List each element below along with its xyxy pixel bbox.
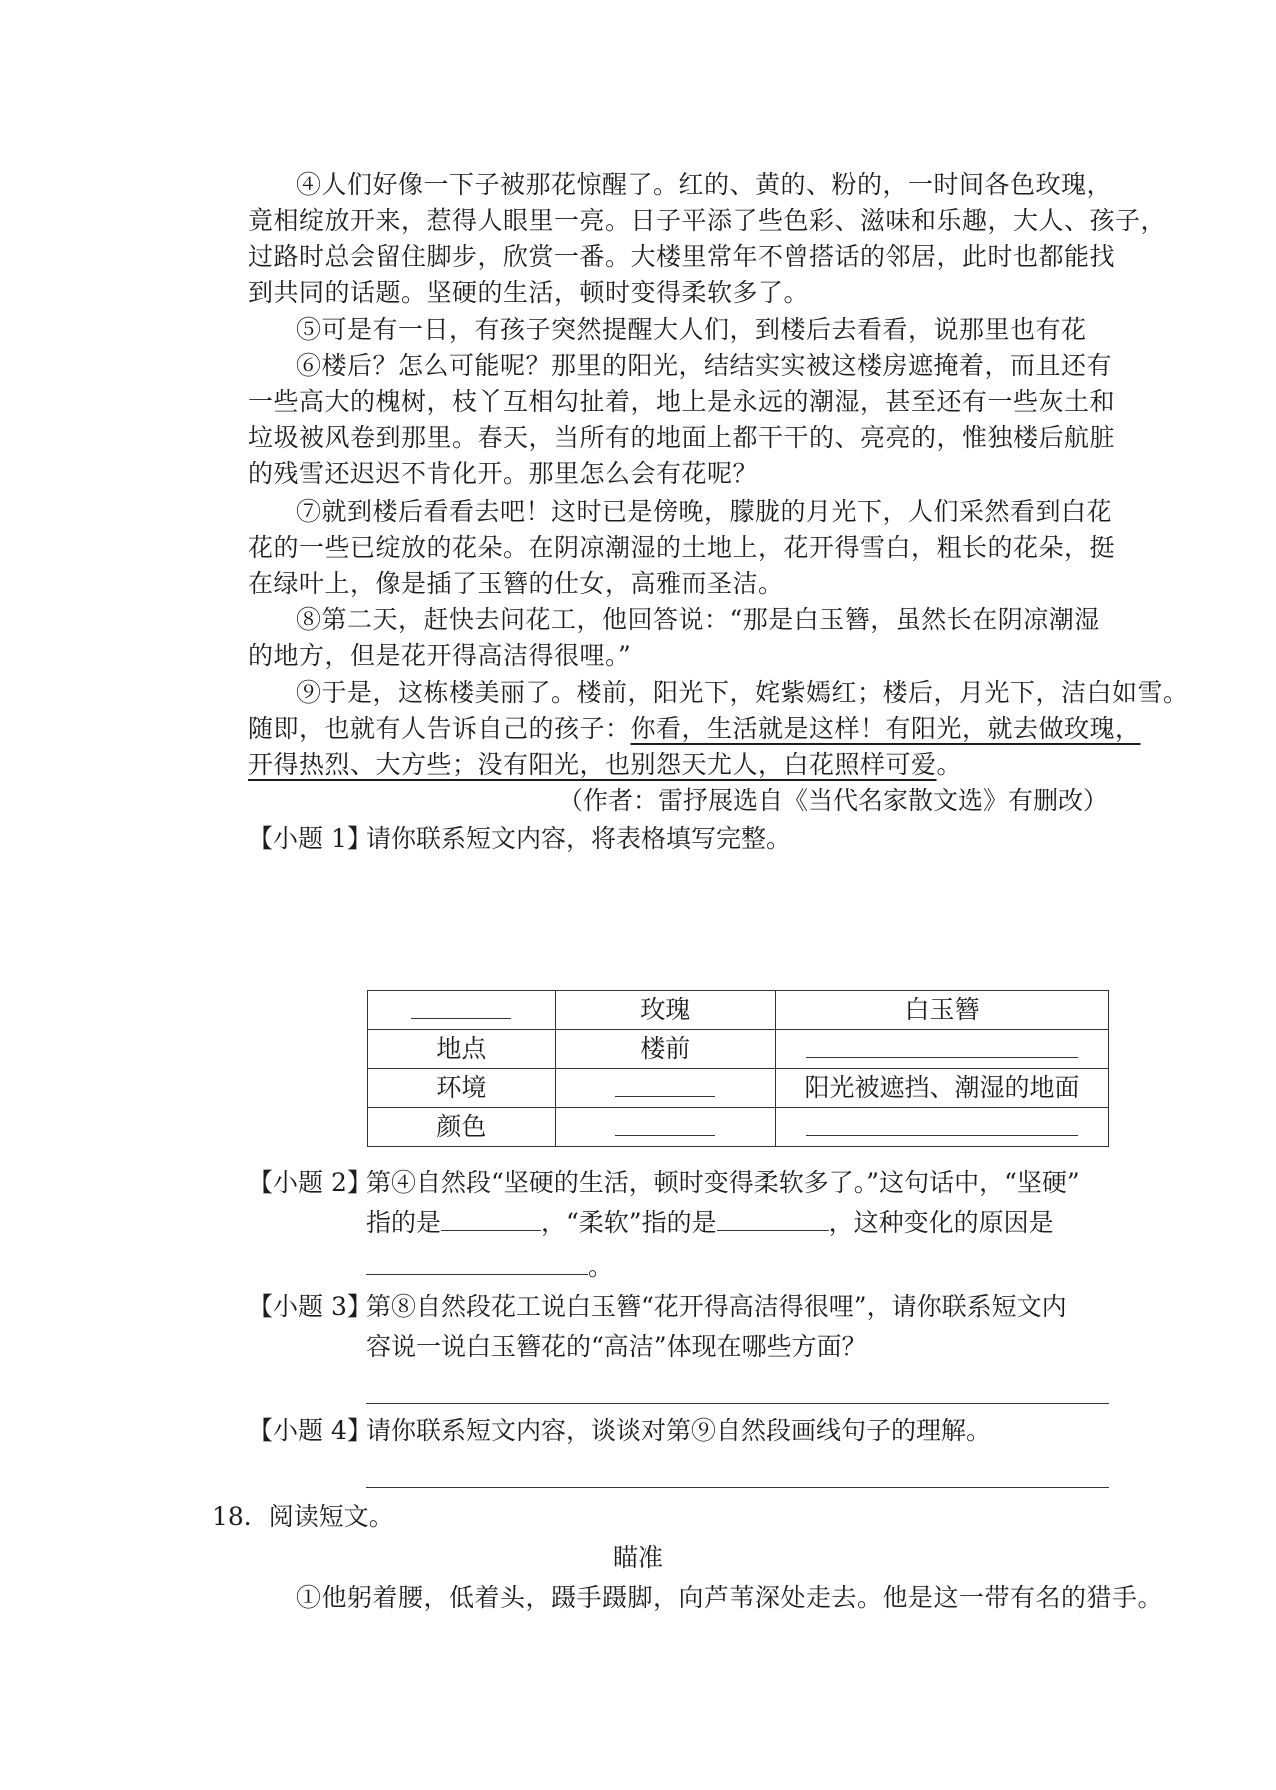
q2-line-2 [366,1206,1054,1240]
p7-line-3: 在绿叶上，像是插了玉簪的仕女，高雅而圣洁。 [248,569,784,598]
table-header-blank[interactable] [368,991,556,1030]
q2-line-2c: ，这种变化的原因是 [828,1208,1054,1237]
rose-color-blank[interactable] [555,1108,775,1147]
rose-location: 楼前 [555,1030,775,1069]
row-label-environment: 环境 [368,1069,556,1108]
p4-line-3: 过路时总会留住脚步，欣赏一番。大楼里常年不曾搭话的邻居，此时也都能找 [248,242,1116,271]
q1-label: 【小题 1】 [248,824,372,853]
blank-line [806,1113,1078,1136]
q18-passage-title: 瞄准 [612,1543,663,1572]
blank-line [806,1035,1078,1058]
p9-line-3 [248,748,1108,782]
q2-line-2b: ，“柔软”指的是 [541,1208,717,1237]
q2-line-1: 第④自然段“坚硬的生活，顿时变得柔软多了。”这句话中，“坚硬” [366,1168,1080,1197]
table-header-rose: 玫瑰 [555,991,775,1030]
q1-fill-table [367,990,1109,1147]
q2-blank-3[interactable] [366,1250,588,1275]
p6-line-1: ⑥楼后？怎么可能呢？那里的阳光，结结实实被这楼房遮掩着，而且还有 [296,351,1113,380]
row-label-location: 地点 [368,1030,556,1069]
blank-line [615,1113,715,1136]
p4-line-4: 到共同的话题。坚硬的生活，顿时变得柔软多了。 [248,278,810,307]
q2-line-3 [366,1250,613,1284]
table-row-color [368,1108,1109,1147]
table-header-row [368,991,1109,1030]
yuzan-color-blank[interactable] [775,1108,1108,1147]
yuzan-environment: 阳光被遮挡、潮湿的地面 [775,1069,1108,1108]
p9-line-2-plain: 随即，也就有人告诉自己的孩子： [248,714,631,743]
q2-blank-1[interactable] [441,1206,541,1231]
q4-label: 【小题 4】 [248,1416,372,1445]
q2-blank-2[interactable] [717,1206,829,1231]
table-row-environment [368,1069,1109,1108]
yuzan-location-blank[interactable] [775,1030,1108,1069]
p5-line-1: ⑤可是有一日，有孩子突然提醒大人们，到楼后去看看，说那里也有花 [296,315,1087,344]
q3-answer-line[interactable] [366,1403,1109,1404]
p9-line-3-end: 。 [936,750,963,779]
p6-line-4: 的残雪还迟迟不肯化开。那里怎么会有花呢？ [248,459,759,488]
q2-line-3-end: 。 [588,1252,614,1281]
blank-line [411,996,511,1019]
p4-line-2: 竟相绽放开来，惹得人眼里一亮。日子平添了些色彩、滋味和乐趣，大人、孩子， [248,206,1167,235]
q18-p1-line-1: ①他躬着腰，低着头，蹑手蹑脚，向芦苇深处走去。他是这一带有名的猎手。 [296,1583,1164,1612]
q3-line-1: 第⑧自然段花工说白玉簪“花开得高洁得很哩”，请你联系短文内 [366,1292,1067,1321]
p9-line-1: ⑨于是，这栋楼美丽了。楼前，阳光下，姹紫嫣红；楼后，月光下，洁白如雪。 [296,678,1189,707]
q2-label: 【小题 2】 [248,1168,372,1197]
q2-line-2a: 指的是 [366,1208,442,1237]
q4-answer-line[interactable] [366,1487,1109,1488]
q1-text: 请你联系短文内容，将表格填写完整。 [366,824,792,853]
p9-line-2 [248,712,1141,746]
p6-line-2: 一些高大的槐树，枝丫互相勾扯着，地上是永远的潮湿，甚至还有一些灰土和 [248,387,1116,416]
q4-line-1: 请你联系短文内容，谈谈对第⑨自然段画线句子的理解。 [366,1416,992,1445]
q18-number: 18．阅读短文。 [212,1502,394,1531]
blank-line [615,1074,715,1097]
p7-line-1: ⑦就到楼后看看去吧！这时已是傍晚，朦胧的月光下，人们采然看到白花 [296,497,1113,526]
p8-line-2: 的地方，但是花开得高洁得很哩。” [248,641,632,670]
underlined-sentence-part-1: 你看，生活就是这样！有阳光，就去做玫瑰， [630,714,1141,743]
table-row-location [368,1030,1109,1069]
p4-line-1: ④人们好像一下子被那花惊醒了。红的、黄的、粉的，一时间各色玫瑰， [296,170,1113,199]
table-header-yuzan: 白玉簪 [775,991,1108,1030]
q3-line-2: 容说一说白玉簪花的“高洁”体现在哪些方面？ [366,1332,867,1361]
underlined-sentence-part-2: 开得热烈、大方些；没有阳光，也别怨天尤人，白花照样可爱 [248,750,937,779]
author-credit: （作者：雷抒展选自《当代名家散文选》有删改） [557,786,1108,815]
p7-line-2: 花的一些已绽放的花朵。在阴凉潮湿的土地上，花开得雪白，粗长的花朵，挺 [248,533,1116,562]
p6-line-3: 垃圾被风卷到那里。春天，当所有的地面上都干干的、亮亮的，惟独楼后航脏 [248,423,1116,452]
rose-environment-blank[interactable] [555,1069,775,1108]
row-label-color: 颜色 [368,1108,556,1147]
p8-line-1: ⑧第二天，赶快去问花工，他回答说：“那是白玉簪，虽然长在阴凉潮湿 [296,605,1100,634]
q3-label: 【小题 3】 [248,1292,372,1321]
